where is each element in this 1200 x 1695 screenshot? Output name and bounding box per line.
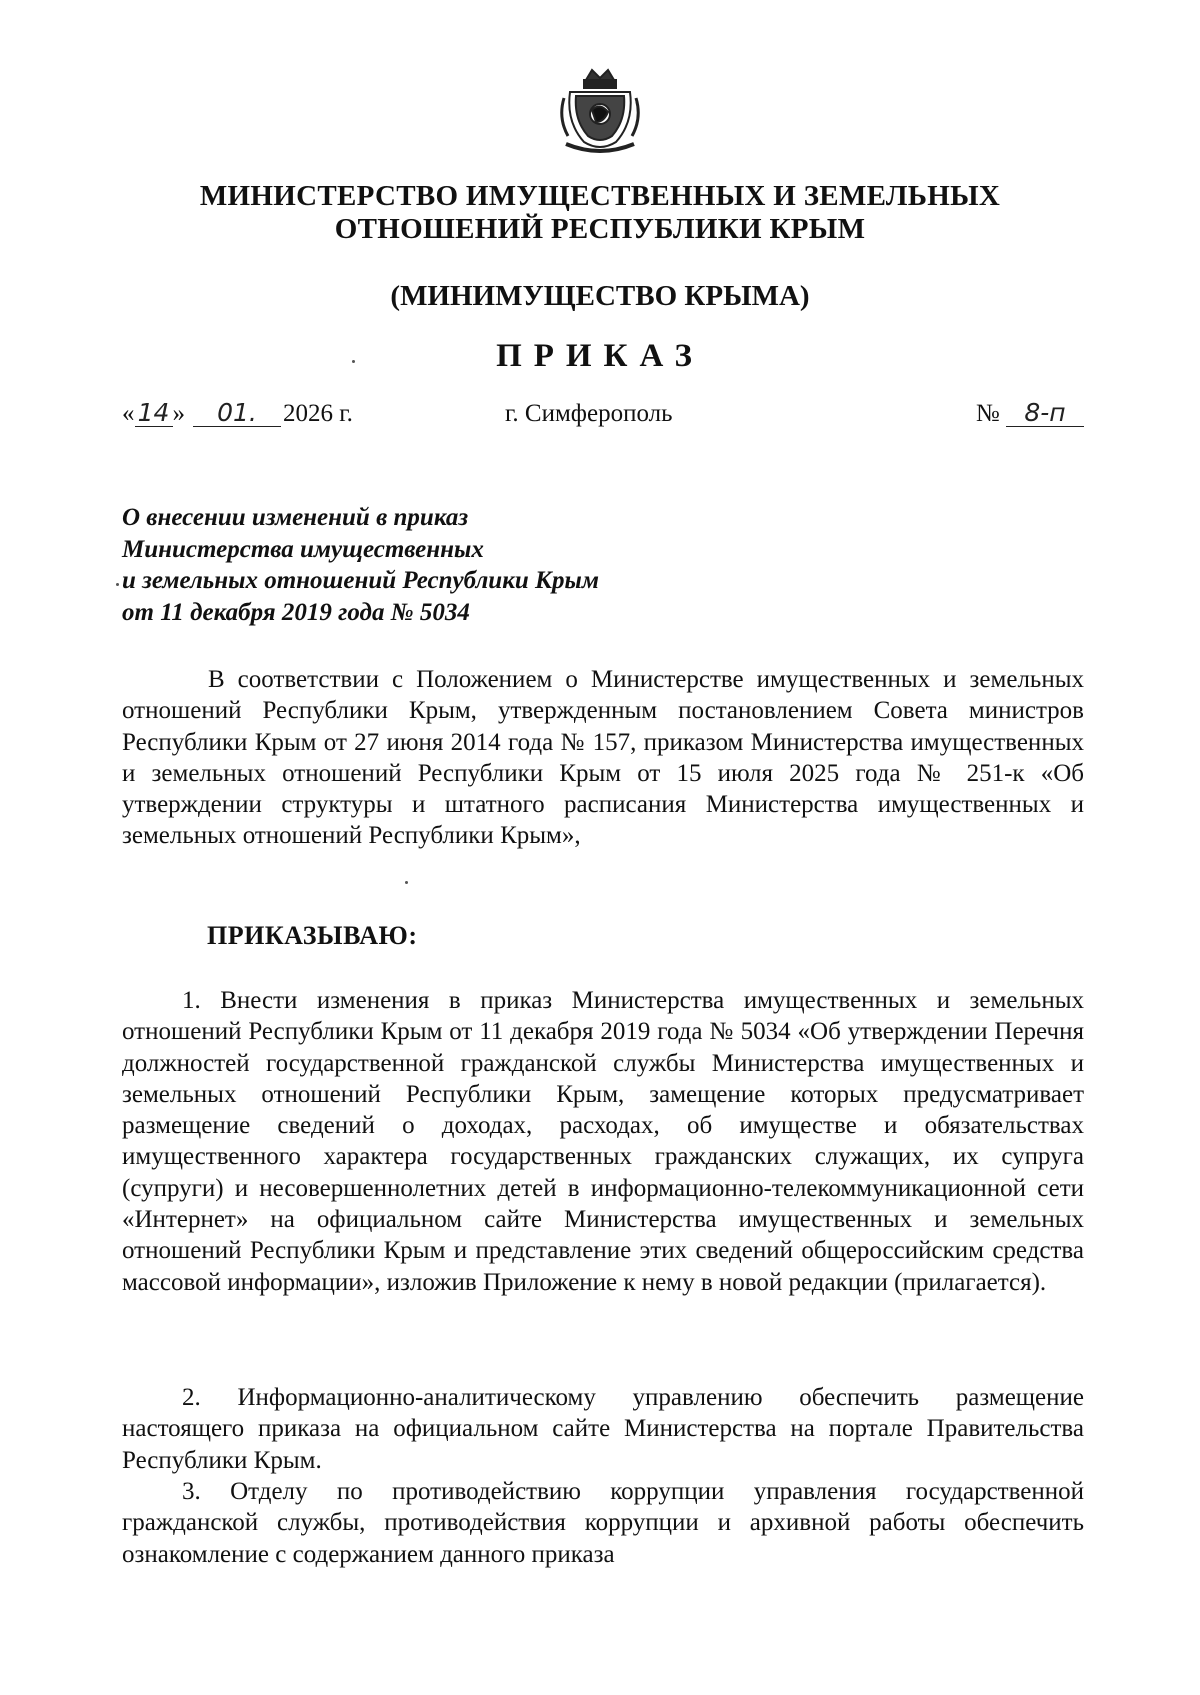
preamble-paragraph: В соответствии с Положением о Министерстве имущественных и земельных отношений Республики Крым, утвержденным постановлением Совета министров Республики Крым от 27 июня 2014 года № 157, приказом Министерства имущественных и земельных отношений Республики Крым от 15 июля 2025 года № 251-к «Об утверждении структуры и штатного расписания Министерства имущественных и земельных отношений Республики Крым», [122, 666, 1084, 850]
subject-line: и земельных отношений Республики Крым [122, 567, 599, 594]
document-type-title: ПРИКАЗ [496, 338, 704, 374]
order-item-3: 3. Отделу по противодействию коррупции управления государственной гражданской службы, противодействия коррупции и архивной работы обеспечить ознакомление с содержанием данного приказа [122, 1478, 1084, 1568]
order-item-1: 1. Внести изменения в приказ Министерства имущественных и земельных отношений Республики Крым от 11 декабря 2019 года № 5034 «Об утверждении Перечня должностей государственной гражданской службы Министерства имущественных и земельных отношений Республики Крым, замещение которых предусматривает размещение сведений о доходах, расходах, об имуществе и обязательствах имущественного характера государственных гражданских служащих, их супруга (супруги) и несовершеннолетних детей в информационно-телекоммуникационной сети «Интернет» на официальном сайте Министерства имущественных и земельных отношений Республики Крым и представление этих сведений общероссийским средства массовой информации», изложив Приложение к нему в новой редакции (прилагается). [122, 987, 1084, 1296]
order-subject [122, 502, 822, 628]
order-year: 2026 г. [283, 400, 353, 427]
crimea-coat-of-arms-emblem [556, 62, 644, 154]
order-number [976, 400, 1084, 428]
open-quote: « [122, 400, 135, 427]
order-date [122, 400, 353, 428]
close-quote: » [172, 400, 185, 427]
handwritten-day: 14 [135, 400, 173, 427]
order-item-2: 2. Информационно-аналитическому управлению обеспечить размещение настоящего приказа на официальном сайте Министерства на портале Правительства Республики Крым. [122, 1384, 1084, 1474]
scan-speck [352, 360, 355, 363]
handwritten-number: 8-п [1006, 400, 1084, 427]
ministry-name-line2: ОТНОШЕНИЙ РЕСПУБЛИКИ КРЫМ [334, 213, 866, 245]
subject-line: Министерства имущественных [122, 535, 484, 563]
order-directive-heading: ПРИКАЗЫВАЮ: [207, 921, 418, 950]
number-sign: № [975, 400, 1000, 427]
subject-line: О внесении изменений в приказ [122, 504, 469, 531]
subject-line: от 11 декабря 2019 года № 5034 [122, 598, 470, 626]
scan-speck [405, 881, 408, 884]
date-number-line [122, 400, 1084, 436]
scan-speck [116, 583, 119, 586]
ministry-name-line1: МИНИСТЕРСТВО ИМУЩЕСТВЕННЫХ И ЗЕМЕЛЬНЫХ [199, 180, 1001, 212]
ministry-short-name: (МИНИМУЩЕСТВО КРЫМА) [390, 280, 810, 312]
order-city: г. Симферополь [505, 400, 673, 427]
handwritten-month: 01. [193, 400, 281, 427]
